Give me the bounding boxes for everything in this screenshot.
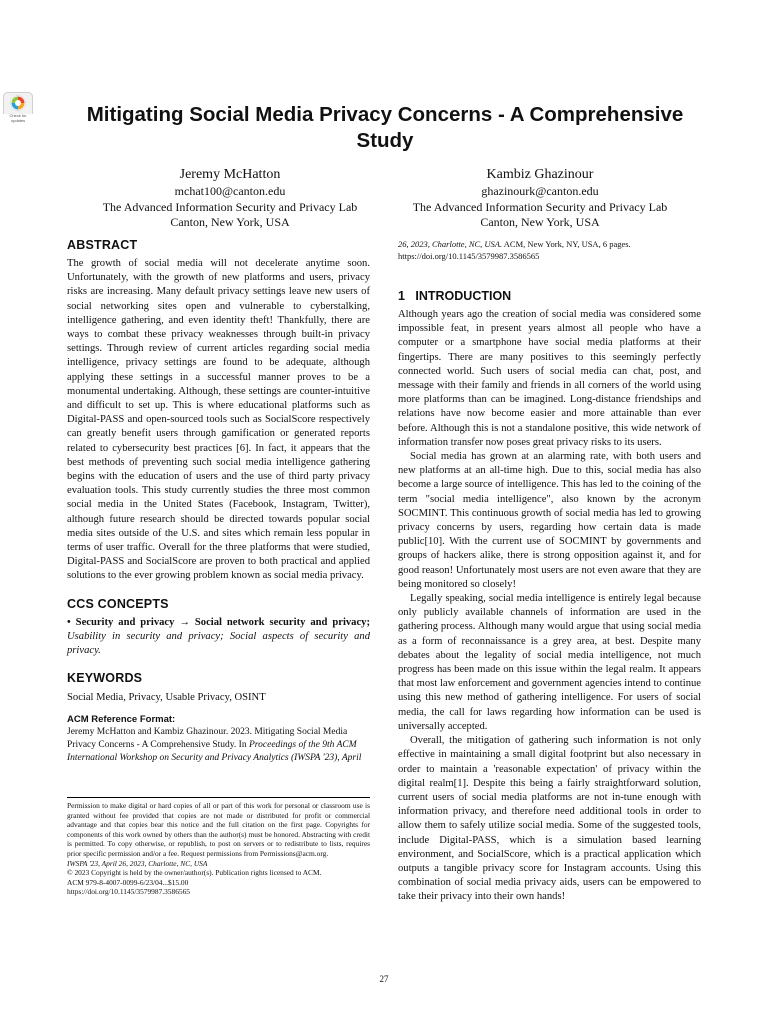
ccs-bullet: • <box>67 616 71 628</box>
reference-plain: Jeremy McHatton and Kambiz Ghazinour. 2023. Mitigating Social Media Privacy Concerns - A Comprehensive Study. In <box>67 727 348 751</box>
author-name: Jeremy McHatton <box>179 167 281 182</box>
ccs-secondary: Usability in security and privacy; Social aspects of security and privacy. <box>67 630 370 657</box>
left-column <box>67 237 370 765</box>
ccs-heading: CCS CONCEPTS <box>67 596 169 611</box>
paper-title: Mitigating Social Media Privacy Concerns - A Comprehensive Study <box>86 103 684 152</box>
reference-continued-italic: 26, 2023, Charlotte, NC, USA. <box>398 239 503 249</box>
introduction-heading <box>398 288 701 304</box>
reference-format-heading: ACM Reference Format: <box>67 714 176 726</box>
check-for-updates-badge[interactable] <box>3 92 33 126</box>
reference-continued-plain[interactable]: ACM, New York, NY, USA, 6 pages. https://doi.org/10.1145/3579987.3586565 <box>398 239 631 261</box>
reference-continuation <box>398 238 701 262</box>
author-affiliation: The Advanced Information Security and Privacy Lab <box>102 199 358 214</box>
intro-paragraph-2: Social media has grown at an alarming rate, with both users and new platforms at an all-time high. Due to this, social media has also become a large source of intelligence. This has led to the coining of the term "social media intelligence", also known by the acronym SOCMINT. This continuous growth of social media has led to growing privacy concerns by users, regarding how certain data is made public[10]. With the current use of SOCMINT by governments and groups of hackers alike, there is strong opposition against it, and for good reason! Unfortunately most users are not even aware that they are being monitored so closely! <box>398 451 701 590</box>
author-name: Kambiz Ghazinour <box>486 167 594 182</box>
permission-text: Permission to make digital or hard copies of all or part of this work for personal or classroom use is granted without fee provided that copies are not made or distributed for profit or commercial advantage and that copies bear this notice and the full citation on the first page. Copyrights for components of this work owned by others than the author(s) must be honored. Abstracting with credit is permitted. To copy otherwise, or republish, to post on servers or to redistribute to lists, requires prior specific permission and/or a fee. Request permissions from Permissions@acm.org. <box>67 801 370 858</box>
check-for-updates-label: Check for updates <box>9 113 27 123</box>
check-for-updates-icon <box>3 92 33 114</box>
author-email: ghazinourk@canton.edu <box>481 184 599 198</box>
ccs-primary: Security and privacy → Social network security and privacy; <box>75 616 371 628</box>
abstract-heading: ABSTRACT <box>67 238 138 252</box>
page-number: 27 <box>379 974 389 984</box>
author-block-1 <box>65 166 395 231</box>
ccs-concepts <box>67 616 370 659</box>
keywords-text: Social Media, Privacy, Usable Privacy, OSINT <box>67 692 266 704</box>
intro-paragraph-1: Although years ago the creation of social media was considered some impossible feat, in present years almost all people who have a computer or a smartphone have social media platforms at their fingertips. There are many positives to this seemingly perfectly connected world. Such users of social media can chat, post, and message with their family and friends in all corners of the world using more platforms than can be imagined. Long-distance friendships and relations have now become easier and more attainable than ever before. Although this is not a standalone positive, this wide network of information transfer now poses great privacy risks to its users. <box>398 309 701 448</box>
reference-format-text <box>67 726 370 764</box>
author-email: mchat100@canton.edu <box>174 184 286 198</box>
author-affiliation: The Advanced Information Security and Privacy Lab <box>412 199 668 214</box>
permission-venue: IWSPA '23, April 26, 2023, Charlotte, NC, USA <box>67 858 208 868</box>
section-title: INTRODUCTION <box>415 289 512 303</box>
author-location: Canton, New York, USA <box>170 215 290 229</box>
author-location: Canton, New York, USA <box>480 215 600 229</box>
abstract-text: The growth of social media will not decelerate anytime soon. Unfortunately, with the growth of new platforms and users, privacy risks are increasing. Many default privacy settings leave new users of social networking sites open and vulnerable to cyberstalking, intelligence gathering, and even identity theft! Thankfully, there are ways to combat these privacy weaknesses through built-in privacy settings. Through review of current articles regarding social media intelligence, privacy settings are found to be adequate, although applying these settings in a successful manner proves to be a monumental undertaking. Although, these settings are counter-intuitive and difficult to set up. This is where educational platforms such as Digital-PASS and open-sourced tools such as SocialScore respectively can greatly benefit users through gamification or generated reports related to cybersecurity best practices [6]. In fact, it appears that the best methods of preventing such social media intelligence gathering begins with the education of users and the use of third party privacy evaluation tools. This study currently studies the three most common social media in the United States (Facebook, Instagram, Twitter), although future research should be directed towards popular social media sites outside of the U.S. and sites which remain less popular in terms of user traffic. Overall for the three platforms that were studied, Digital-PASS and SocialScore are proven to both practical and applied solutions to the ever growing problem known as social media privacy. <box>67 258 370 582</box>
intro-paragraph-3: Legally speaking, social media intelligence is entirely legal because only publicly available channels of information are used in the gathering process. Although many would argue that using social media as a form of reconnaissance is a grey area, at best. Despite many debates about the legality of social media intelligence, not much progress has been made on this issue within the legal realm. It appears that most law enforcement and government agencies intend to continue using this new method of gathering intelligence. For users of social media, the call for laws regarding how information can be used is universally accepted. <box>398 593 701 732</box>
permission-doi-link[interactable]: https://doi.org/10.1145/3579987.3586565 <box>67 887 190 897</box>
right-column <box>398 238 701 905</box>
author-block-2 <box>375 166 705 231</box>
reference-italic: Proceedings of the 9th ACM International Workshop on Security and Privacy Analytics (IWSPA '23), April <box>67 740 362 764</box>
permission-footnote <box>67 797 370 897</box>
section-number: 1 <box>398 289 405 303</box>
intro-paragraph-4: Overall, the mitigation of gathering such information is not only effective in maintaining a small digital footprint but also necessary in order to maintain a 'reasonable expectation' of privacy within the digital realm[1]. Despite this being a fairly straightforward solution, current users of social media platforms are not in-tune enough with information privacy, and therefore need additional tools in order to allow them to safely utilize social media. Some of the suggested tools, include Digital-PASS, which is a simulation based learning environment, and SocialScore, which is a practical application which outputs a tangible privacy score for Instagram accounts. Using this combination of social media privacy aids, users can be empowered to take their privacy into their own hands! <box>398 735 701 903</box>
permission-isbn: ACM 979-8-4007-0099-6/23/04...$15.00 <box>67 877 189 887</box>
permission-copyright: © 2023 Copyright is held by the owner/author(s). Publication rights licensed to ACM. <box>67 868 322 878</box>
keywords-heading: KEYWORDS <box>67 671 143 686</box>
